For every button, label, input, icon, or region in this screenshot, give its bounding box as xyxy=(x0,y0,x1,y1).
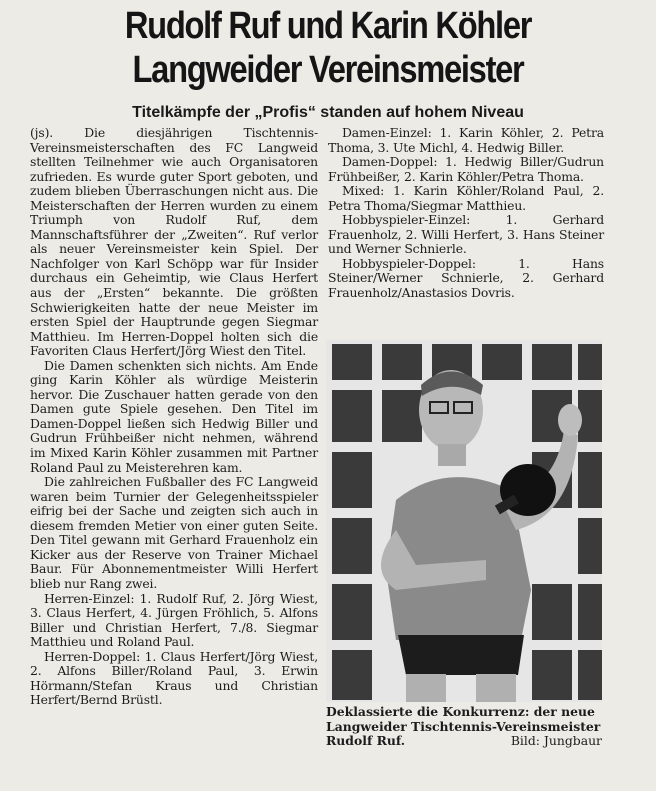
result-hobby-einzel: Hobbyspieler-Einzel: 1. Gerhard Frauenholz, 2. Willi Herfert, 3. Hans Steiner und Werner Schnierle. xyxy=(328,212,604,257)
photo-caption xyxy=(326,705,602,749)
result-mixed: Mixed: 1. Karin Köhler/Roland Paul, 2. Petra Thoma/Siegmar Matthieu. xyxy=(328,183,604,213)
headline xyxy=(46,4,610,92)
result-damen-einzel: Damen-Einzel: 1. Karin Köhler, 2. Petra Thoma, 3. Ute Michl, 4. Hedwig Biller. xyxy=(328,125,604,155)
right-column xyxy=(328,126,604,301)
paragraph-damen: Die Damen schenkten sich nichts. Am Ende ging Karin Köhler als würdige Meisterin hervor. Die Zuschauer hatten gerade von den Damen gute Spiele gesehen. Den Titel im Damen-Doppel ließen sich Hedwig Biller und Gudrun Frühbeißer nicht nehmen, während im Mixed Karin Köhler zusammen mit Partner Roland Paul zu Meisterehren kam. xyxy=(30,357,318,475)
subheadline: Titelkämpfe der „Profis“ standen auf hohem Niveau xyxy=(132,104,524,121)
result-herren-einzel: Herren-Einzel: 1. Rudolf Ruf, 2. Jörg Wiest, 3. Claus Herfert, 4. Jürgen Fröhlich, 5. Alfons Biller und Christian Herfert, 7./8. Siegmar Matthieu und Roland Paul. xyxy=(30,590,318,650)
headline-line-1: Rudolf Ruf und Karin Köhler xyxy=(124,5,532,47)
left-column xyxy=(30,126,318,708)
caption-text: Deklassierte die Konkurrenz: der neue Langweider Tischtennis-Vereinsmeister Rudolf Ruf. xyxy=(326,704,601,748)
paragraph-intro: (js). Die diesjährigen Tischtennis-Vereinsmeisterschaften des FC Langweid stellten Teilnehmer wie auch Organisatoren zufrieden. Es wurde guter Sport geboten, und zudem blieben Überraschungen nicht aus. Die Meisterschaften der Herren wurden zu einem Triumph von Rudolf Ruf, dem Mannschaftsführer der „Zweiten“. Ruf verlor als neuer Vereinsmeister kein Spiel. Der Nachfolger von Karl Schöpp war für Insider durchaus ein Geheimtip, wie Claus Herfert aus der „Ersten“ bekannte. Die größten Schwierigkeiten hatte der neue Meister im ersten Spiel der Hauptrunde gegen Siegmar Matthieu. Im Herren-Doppel holten sich die Favoriten Claus Herfert/Jörg Wiest den Titel. xyxy=(30,125,318,359)
result-herren-doppel: Herren-Doppel: 1. Claus Herfert/Jörg Wiest, 2. Alfons Biller/Roland Paul, 3. Erwin Hörmann/Stefan Kraus und Christian Herfert/Bernd Brüstl. xyxy=(30,648,318,708)
photo-credit: Bild: Jungbaur xyxy=(510,733,602,748)
paragraph-hobby: Die zahlreichen Fußballer des FC Langweid waren beim Turnier der Gelegenheitsspieler eifrig bei der Sache und zeigten sich auch in diesem fremden Metier von einer guten Seite. Den Titel gewann mit Gerhard Frauenholz ein Kicker aus der Reserve von Trainer Michael Baur. Für Abonnementmeister Willi Herfert blieb nur Rang zwei. xyxy=(30,474,318,591)
table-tennis-player-image xyxy=(326,340,602,702)
player-photo xyxy=(326,340,602,702)
result-damen-doppel: Damen-Doppel: 1. Hedwig Biller/Gudrun Frühbeißer, 2. Karin Köhler/Petra Thoma. xyxy=(328,154,604,184)
result-hobby-doppel: Hobbyspieler-Doppel: 1. Hans Steiner/Werner Schnierle, 2. Gerhard Frauenholz/Anastasios Dovris. xyxy=(328,255,604,301)
headline-line-2: Langweider Vereinsmeister xyxy=(132,49,524,91)
